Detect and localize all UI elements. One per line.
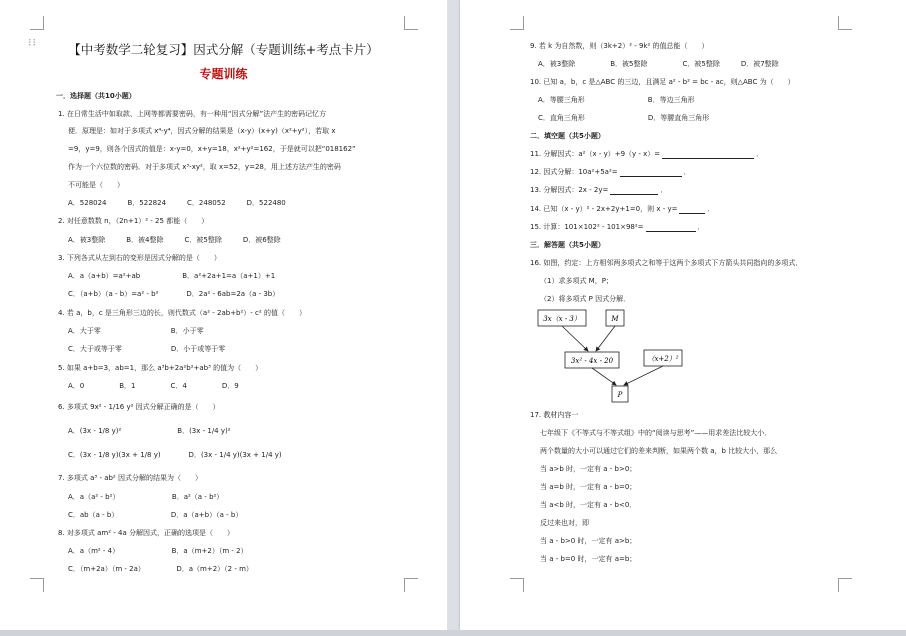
question-line: 7. 多项式 a³ - ab² 因式分解的结果为（ ） bbox=[58, 474, 202, 482]
question-line: 6. 多项式 9x² - 1/16 y² 因式分解正确的是（ ） bbox=[58, 403, 220, 411]
question-line: （2）将多项式 P 因式分解． bbox=[540, 295, 631, 303]
diagram-box-label: 3x² - 4x - 20 bbox=[570, 357, 614, 365]
question-line: 七年级下《不等式与不等式组》中的“阅读与思考”——用求差法比较大小． bbox=[540, 429, 772, 437]
question-text: 11. 分解因式：a²（x - y）+9（y - x）= bbox=[530, 150, 661, 158]
section-title: 三．解答题（共5小题） bbox=[530, 241, 605, 249]
answer-options: C．直角三角形 D．等腰直角三角形 bbox=[538, 114, 710, 122]
diagram-box-label: 3x（x - 3） bbox=[543, 315, 581, 323]
diagram-box-label: P bbox=[617, 391, 623, 399]
question-line: 13. 分解因式：2x - 2y= ． bbox=[530, 186, 668, 194]
answer-blank[interactable] bbox=[620, 169, 682, 177]
answer-options: A．0 B．1 C．4 D．9 bbox=[68, 382, 239, 390]
question-line: 两个数量的大小可以通过它们的差来判断，如果两个数 a，b 比较大小，那么 bbox=[540, 447, 778, 455]
question-line: 作为一个六位数的密码．对于多项式 x³-xy²，取 x=52，y=28，用上述方法产生的密码 bbox=[68, 163, 341, 171]
answer-options: A．a（m² - 4） B．a（m+2）（m - 2） bbox=[68, 547, 248, 555]
question-line: 当 a - b>0 时，一定有 a>b； bbox=[540, 537, 637, 545]
question-line: 11. 分解因式：a²（x - y）+9（y - x）= ． bbox=[530, 150, 764, 158]
diagram-arrow bbox=[624, 366, 663, 385]
page-corner-mark bbox=[510, 16, 524, 30]
question-line: 当 a - b=0 时，一定有 a=b； bbox=[540, 555, 637, 563]
question-line: 不可能是（ ） bbox=[68, 181, 124, 189]
question-line: （1）求多项式 M，P； bbox=[540, 277, 613, 285]
page-corner-mark bbox=[404, 578, 418, 592]
section-heading: 专题训练 bbox=[199, 67, 248, 81]
answer-options: A．被3整除 B．被5整除 C．被5整除 D．被7整除 bbox=[538, 60, 779, 68]
question-line: 当 a<b 时，一定有 a - b<0． bbox=[540, 501, 637, 509]
question-text: 14. 已知（x - y）² - 2x+2y+1=0，则 x - y= bbox=[530, 205, 678, 213]
diagram-arrow bbox=[562, 326, 588, 351]
document-title: 【中考数学二轮复习】因式分解（专题训练+考点卡片） bbox=[68, 42, 379, 57]
diagram-box-label: M bbox=[611, 315, 619, 323]
horizontal-scrollbar[interactable] bbox=[0, 630, 906, 636]
page-corner-mark bbox=[510, 578, 524, 592]
question-line: 12. 因式分解：10a²+5a²= ． bbox=[530, 168, 691, 176]
answer-options: A．a（a+b）=a²+ab B．a²+2a+1=a（a+1）+1 bbox=[68, 272, 276, 280]
section-title: 二．填空题（共5小题） bbox=[530, 132, 605, 140]
question-line: 15. 计算：101×102² - 101×98²= ． bbox=[530, 223, 705, 231]
question-line: 9. 若 k 为自然数，则（3k+2）² - 9k² 的值总能（ ） bbox=[530, 42, 709, 50]
question-line: 17. 教材内容一 bbox=[530, 411, 579, 419]
question-text: 15. 计算：101×102² - 101×98²= bbox=[530, 223, 644, 231]
answer-options: A．大于零 B．小于零 bbox=[68, 327, 204, 335]
answer-options: A．a（a² - b²） B．a²（a - b²） bbox=[68, 493, 224, 501]
answer-options: C．（m+2a）（m - 2a） D．a（m+2）（2 - m） bbox=[68, 565, 253, 573]
page-corner-mark bbox=[30, 578, 44, 592]
answer-options: A．被3整除 B．被4整除 C．被5整除 D．被6整除 bbox=[68, 236, 281, 244]
diagram-arrow bbox=[596, 326, 615, 351]
page-corner-mark bbox=[404, 16, 418, 30]
answer-options: C．(3x - 1/8 y)(3x + 1/8 y) D．(3x - 1/4 y)(3x + 1/4 y) bbox=[68, 451, 282, 459]
question-line: =9，y=9，则各个因式的值是：x-y=0，x+y=18，x²+y²=162，于是就可以把“018162” bbox=[68, 145, 356, 153]
answer-options: C．大于或等于零 D．小于或等于零 bbox=[68, 345, 226, 353]
question-line: 当 a=b 时，一定有 a - b=0； bbox=[540, 483, 637, 491]
question-line: 8. 对多项式 am² - 4a 分解因式，正确的选项是（ ） bbox=[58, 529, 234, 537]
question-line: 1. 在日常生活中如取款、上网等都需要密码，有一种用“因式分解”法产生的密码记忆方 bbox=[58, 110, 327, 118]
polynomial-diagram bbox=[530, 305, 690, 405]
diagram-arrow bbox=[592, 368, 616, 385]
question-line: 3. 下列各式从左到右的变形是因式分解的是（ ） bbox=[58, 254, 221, 262]
section-title: 一．选择题（共10小题） bbox=[56, 92, 136, 100]
question-line: 14. 已知（x - y）² - 2x+2y+1=0，则 x - y= ． bbox=[530, 205, 715, 213]
question-line: 4. 若 a，b，c 是三角形三边的长，则代数式（a² - 2ab+b²）- c² 的值（ ） bbox=[58, 309, 306, 317]
question-line: 便．原理是：如对于多项式 x⁴-y⁴，因式分解的结果是（x-y）(x+y)（x²+y²），若取 x bbox=[68, 127, 336, 135]
answer-options: C．ab（a - b） D．a（a+b）（a - b） bbox=[68, 511, 243, 519]
answer-options: A．等腰三角形 B．等边三角形 bbox=[538, 96, 695, 104]
page-corner-mark bbox=[30, 16, 44, 30]
page-corner-mark bbox=[838, 578, 852, 592]
answer-blank[interactable] bbox=[610, 187, 658, 195]
answer-options: A．528024 B．522824 C．248052 D．522480 bbox=[68, 199, 286, 207]
answer-blank[interactable] bbox=[646, 224, 696, 232]
drag-handle-icon[interactable]: ⁝⁝ bbox=[28, 36, 37, 49]
question-line: 16. 如图，约定：上方相邻两多项式之和等于这两个多项式下方箭头共同指向的多项式． bbox=[530, 259, 803, 267]
diagram-box-label: （x+2）² bbox=[647, 355, 679, 363]
page-gap bbox=[447, 0, 460, 636]
question-line: 5. 如果 a+b=3，ab=1，那么 a³b+2a²b²+ab³ 的值为（ ） bbox=[58, 364, 263, 372]
answer-options: C．（a+b）（a - b）=a² - b² D．2a² - 6ab=2a（a - 3b） bbox=[68, 290, 280, 298]
question-text: 12. 因式分解：10a²+5a²= bbox=[530, 168, 618, 176]
question-line: 反过来也对，即 bbox=[540, 519, 589, 527]
answer-options: A．(3x - 1/8 y)² B．(3x - 1/4 y)² bbox=[68, 427, 231, 435]
question-text: 13. 分解因式：2x - 2y= bbox=[530, 186, 609, 194]
page-corner-mark bbox=[838, 16, 852, 30]
question-line: 当 a>b 时，一定有 a - b>0； bbox=[540, 465, 637, 473]
question-line: 2. 对任意数数 n，（2n+1）² - 25 都能（ ） bbox=[58, 217, 209, 225]
document-page-left bbox=[0, 0, 447, 636]
answer-blank[interactable] bbox=[679, 206, 705, 214]
question-line: 10. 已知 a，b，c 是△ABC 的三边，且满足 a² - b² = bc - ac，则△ABC 为（ ） bbox=[530, 78, 795, 86]
answer-blank[interactable] bbox=[662, 151, 754, 159]
